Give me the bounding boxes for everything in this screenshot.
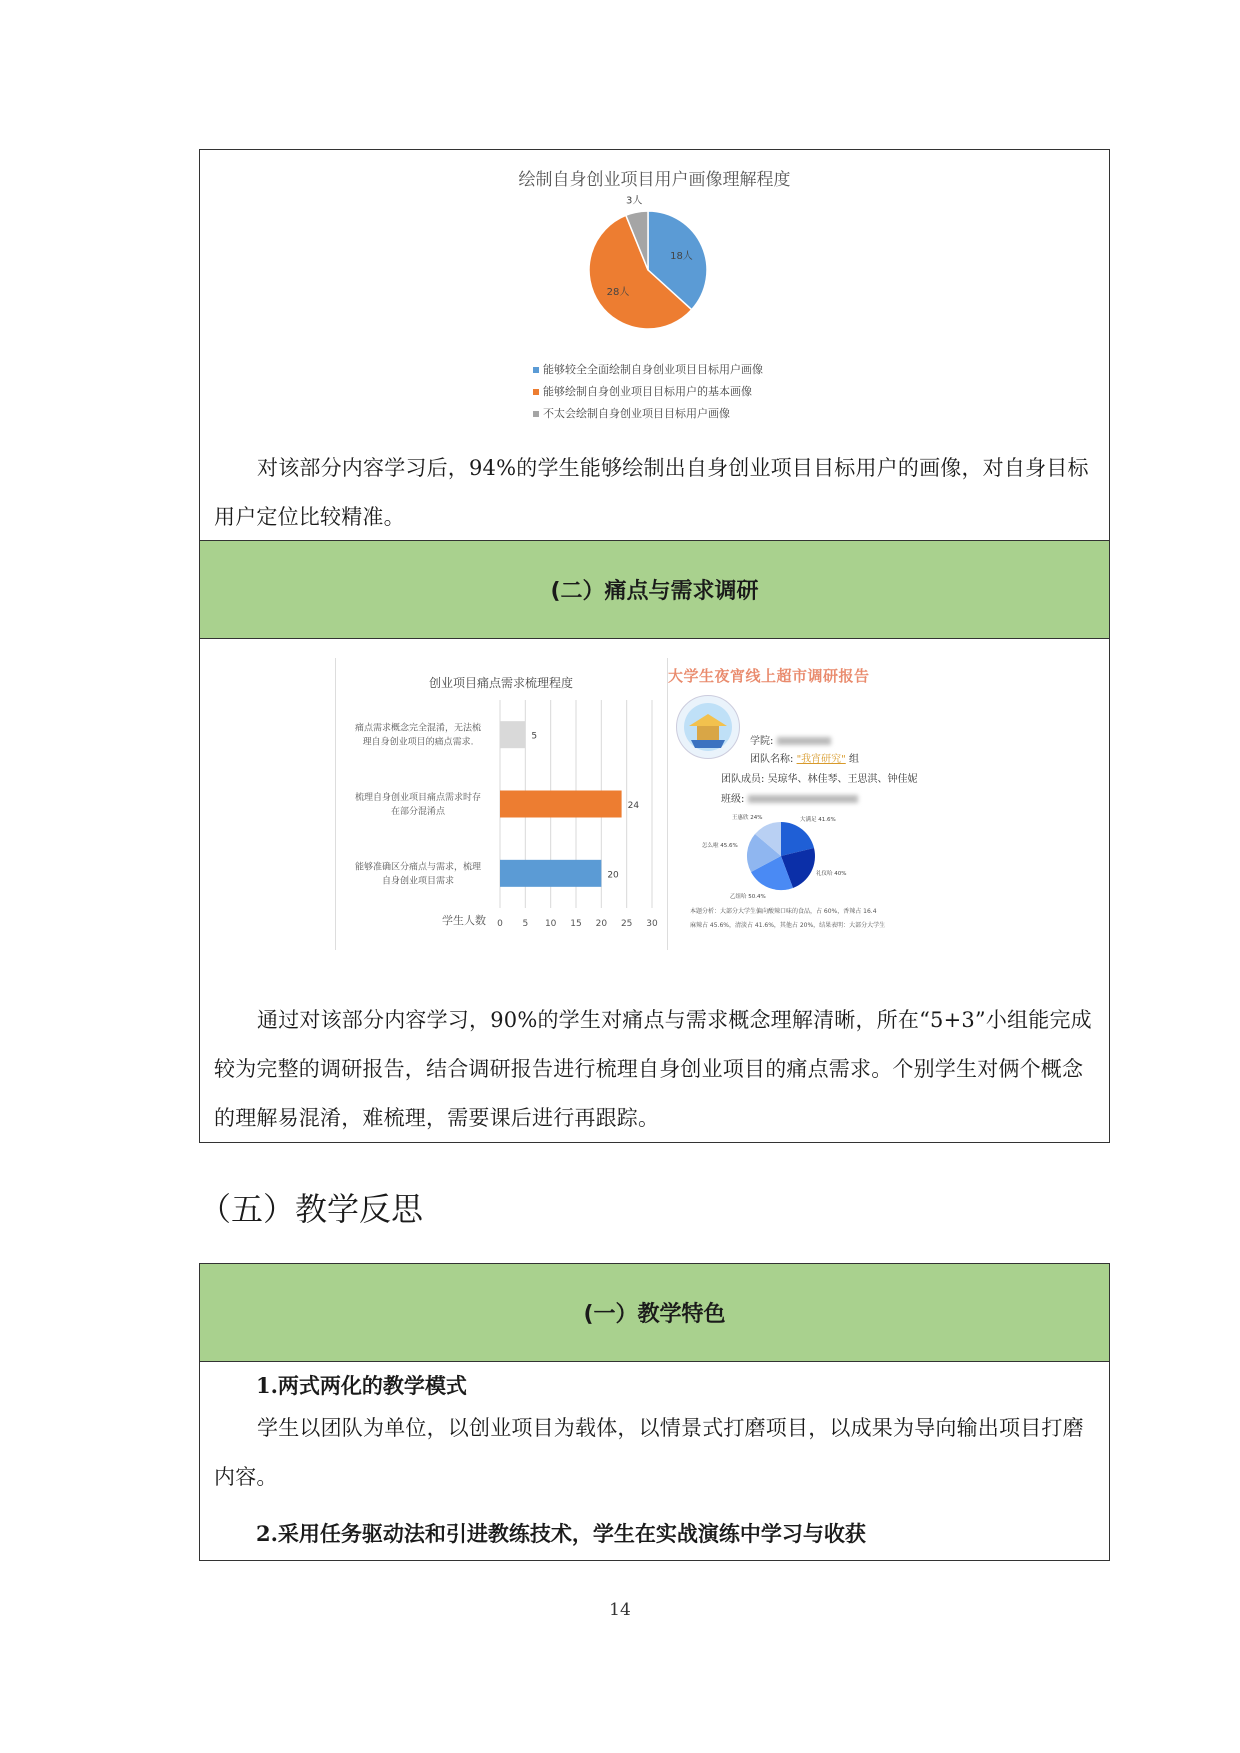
legend-label: 能够绘制自身创业项目目标用户的基本画像	[543, 385, 752, 398]
report-title: 大学生夜宵线上超市调研报告	[668, 667, 870, 685]
paragraph-3: 学生以团队为单位，以创业项目为载体，以情景式打磨项目，以成果为导向输出项目打磨内容。	[214, 1416, 1084, 1489]
team-name: "我宵研究"	[796, 754, 846, 765]
bar	[500, 860, 601, 887]
bar-category-label: 痛点需求概念完全混淆，无法梳	[354, 723, 482, 734]
subheading-2: 2.采用任务驱动法和引进教练技术，学生在实战演练中学习与收获	[256, 1521, 866, 1546]
team-label: 团队名称:	[750, 754, 794, 765]
subheading-1: 1.两式两化的教学模式	[256, 1373, 467, 1398]
bar-tick-label: 25	[620, 919, 633, 929]
bar-category-label: 理自身创业项目的痛点需求.	[362, 737, 474, 748]
bar-tick-label: 30	[646, 919, 658, 929]
bar-tick-label: 0	[497, 919, 503, 929]
members-value: 吴琼华、林佳琴、王思淇、钟佳妮	[767, 774, 918, 785]
mini-pie-label: 乙组哈 50.4%	[730, 894, 766, 900]
team-suffix: 组	[848, 754, 859, 765]
paragraph-1: 对该部分内容学习后，94%的学生能够绘制出自身创业项目目标用户的画像，对自身目标用户定位比较精准。	[214, 456, 1089, 529]
bar-category-label: 自身创业项目需求	[381, 876, 455, 887]
bar-data-label: 24	[627, 801, 640, 811]
mini-pie-label: 大满足 41.6%	[800, 817, 836, 823]
report-class	[721, 790, 858, 805]
mini-pie-label: 礼仪哈 40%	[816, 871, 847, 877]
report-members	[721, 770, 918, 785]
section-header-pain-points	[200, 540, 1109, 639]
page-number: 14	[609, 1600, 631, 1620]
bar-tick-label: 5	[522, 919, 529, 929]
redacted-class	[748, 795, 858, 803]
bar-xlabel: 学生人数	[442, 914, 486, 927]
bar-tick-label: 10	[544, 919, 557, 929]
bar-category-label: 能够准确区分痛点与需求，梳理	[354, 862, 482, 873]
legend-label: 能够较全全面绘制自身创业项目目标用户画像	[543, 363, 763, 376]
evaluation-table-2	[199, 1263, 1110, 1561]
bar-tick-label: 20	[595, 919, 608, 929]
pie-chart-title: 绘制自身创业项目用户画像理解程度	[518, 170, 791, 190]
mini-pie-label: 怎么啦 45.6%	[702, 843, 738, 849]
report-logo-icon	[677, 696, 739, 758]
bar-data-label: 5	[531, 731, 538, 742]
report-footnote-2: 麻辣占 45.6%，清淡占 41.6%，其他占 20%，结果表明：大部分大学生	[690, 922, 886, 929]
redacted-school	[777, 737, 831, 745]
paragraph-2: 通过对该部分内容学习，90%的学生对痛点与需求概念理解清晰，所在“5+3”小组能完成较为完整的调研报告，结合调研报告进行梳理自身创业项目的痛点需求。个别学生对俩个概念的理解易混淆，难梳理，需要课后进行再跟踪。	[214, 1008, 1092, 1130]
pie-legend-item-2	[533, 383, 752, 399]
pie-legend-item-3	[533, 405, 730, 421]
pie-chart	[200, 190, 1111, 390]
bar-category-label: 梳理自身创业项目痛点需求时存	[354, 793, 482, 803]
class-label: 班级:	[721, 794, 745, 805]
report-team	[750, 750, 859, 765]
school-label: 学院:	[750, 736, 774, 747]
bar-data-label: 20	[607, 870, 619, 881]
section-header-teaching-features	[200, 1264, 1109, 1362]
report-school	[750, 732, 831, 747]
pie-legend-item-1	[533, 361, 763, 377]
section-title: （五）教学反思	[199, 1190, 424, 1228]
evaluation-table-1	[199, 149, 1110, 1143]
legend-swatch-gray	[533, 411, 539, 417]
section-header-label: (一）教学特色	[583, 1302, 726, 1327]
pie-data-label: 28人	[606, 286, 630, 298]
pie-data-label: 3人	[626, 195, 643, 207]
bar-tick-label: 15	[570, 919, 582, 929]
bar-category-label: 在部分混淆点	[390, 807, 446, 817]
legend-label: 不太会绘制自身创业项目目标用户画像	[543, 407, 730, 420]
report-mini-pie	[668, 805, 938, 915]
members-label: 团队成员:	[721, 774, 765, 785]
research-report-thumbnail	[668, 660, 938, 929]
section-header-label: (二）痛点与需求调研	[550, 579, 759, 604]
bar	[500, 791, 622, 818]
bar-chart-title: 创业项目痛点需求梳理程度	[428, 676, 574, 690]
report-logo	[676, 695, 740, 759]
legend-swatch-blue	[533, 367, 539, 373]
mini-pie-label: 王惠欣 24%	[732, 815, 763, 821]
pie-data-label: 18人	[670, 251, 693, 263]
bar-chart	[336, 658, 666, 950]
legend-swatch-orange	[533, 389, 539, 395]
report-footnote-1: 本题分析：大部分大学生偏向酸辣口味的食品，占 60%，香辣占 16.4	[690, 908, 877, 915]
bar	[500, 721, 525, 748]
